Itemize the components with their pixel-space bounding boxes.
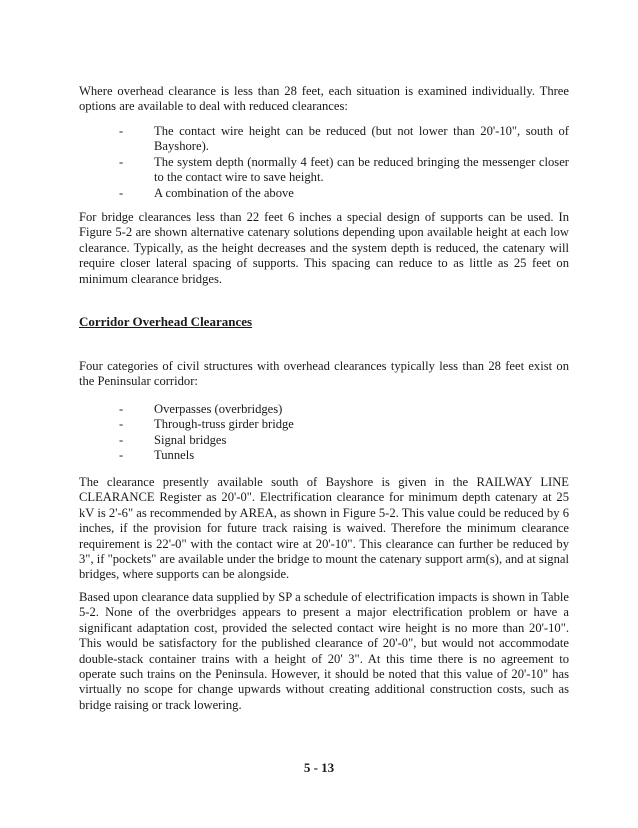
bullet-dash: -	[119, 432, 124, 447]
list-item: - The system depth (normally 4 feet) can be reduced bringing the messenger closer to the contact wire to save height.	[119, 154, 569, 185]
page-number: 5 - 13	[303, 760, 335, 775]
section-heading: Corridor Overhead Clearances	[79, 314, 253, 329]
list-item: - Signal bridges	[119, 432, 227, 447]
categories-intro-paragraph: Four categories of civil structures with overhead clearances typically less than 28 feet exist on the Peninsular corridor:	[79, 359, 569, 389]
list-item: - Through-truss girder bridge	[119, 417, 294, 432]
list-item: - A combination of the above	[119, 185, 294, 200]
bullet-dash: -	[119, 448, 124, 463]
list-item: - Overpasses (overbridges)	[119, 402, 283, 416]
options-list	[79, 124, 569, 201]
bullet-dash: -	[119, 417, 124, 432]
intro-paragraph: Where overhead clearance is less than 28 feet, each situation is examined individually. Three options are available to deal with reduced clearances:	[79, 84, 569, 114]
list-item: - Tunnels	[119, 448, 195, 463]
bullet-dash: -	[119, 185, 124, 200]
bridge-paragraph: For bridge clearances less than 22 feet 6 inches a special design of supports can be used. In Figure 5-2 are shown alternative catenary solutions depending upon available height at each low clearance. Typically, as the height decreases and the system depth is reduced, the catenary will require closer lateral spacing of supports. This spacing can reduce to as little as 25 feet on minimum clearance bridges.	[79, 210, 569, 286]
clearance-paragraph: The clearance presently available south of Bayshore is given in the RAILWAY LINE CLEARANCE Register as 20'-0". Electrification clearance for minimum depth catenary at 25 kV is 2'-6" as recommended by AREA, as shown in Figure 5-2. This value could be reduced by 6 inches, if the provision for future track raising is waived. Therefore the minimum clearance requirement is 22'-0" with the contact wire at 20'-10". This clearance can further be reduced by 3", if "pockets" are available under the bridge to mount the catenary support arm(s), and at signal bridges, where supports can be alongside.	[79, 475, 569, 582]
bullet-dash: -	[119, 154, 124, 169]
schedule-paragraph: Based upon clearance data supplied by SP a schedule of electrification impacts is shown in Table 5-2. None of the overbridges appears to present a major electrification problem or have a significant adaptation cost, provided the selected contact wire height is no more than 20'-10". This would be satisfactory for the published clearance of 20'-0", but would not accommodate double-stack container trains with a height of 20' 3". At this time there is no agreement to operate such trains on the Peninsula. However, it should be noted that this value of 20'-10" has virtually no scope for change upwards without creating additional construction costs, such as bridge raising or track lowering.	[79, 590, 569, 712]
bullet-dash: -	[119, 124, 124, 138]
categories-list	[79, 402, 569, 464]
bullet-dash: -	[119, 402, 124, 416]
list-item: - The contact wire height can be reduced (but not lower than 20'-10", south of Bayshore).	[119, 124, 569, 154]
